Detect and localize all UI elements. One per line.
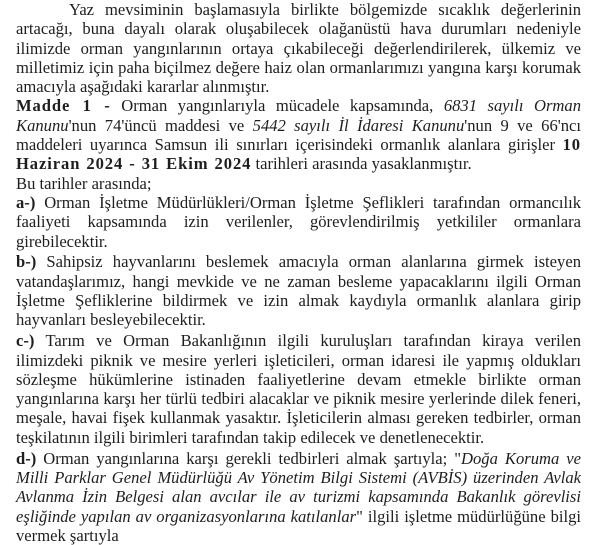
intro-paragraph xyxy=(16,0,581,96)
item-b-paragraph xyxy=(16,252,581,329)
between-dates-line xyxy=(16,174,581,193)
article-1-text-part3: 'nun 9 ve 66'ncı maddeleri uyarınca Samsun ili sınırları içerisindeki ormanlık alanlara girişler xyxy=(16,115,582,155)
item-d-paragraph xyxy=(16,449,581,545)
item-c-label: c-) xyxy=(16,331,35,351)
decree-document xyxy=(16,0,581,545)
item-d-text-part2: " ilgili işletme müdürlüğüne bilgi vermek şartıyla xyxy=(16,506,581,545)
item-c-text: Tarım ve Orman Bakanlığının ilgili kuruluşları tarafından kiraya verilen ilimizdeki piknik ve mesire yerleri işleticileri, orman idaresi ile yapmış oldukları sözleşme hükümlerine istinaden faaliyetlerine devam etmekle birlikte orman yangınlarına karşı her türlü tedbiri alacaklar ve piknik mesire yerlerinde dilek feneri, meşale, havai fişek kullanmak yasaktır. İşleticilerin alması gereken tedbirler, orman teşkilatının ilgili birimleri tarafından takip edilecek ve denetlenecektir. xyxy=(16,331,581,447)
item-d-quoted-exemption: Doğa Koruma ve Milli Parklar Genel Müdürlüğü Av Yönetim Bilgi Sistemi (AVBİS) üzerinden Avlak Avlanma İzin Belgesi alan avcılar ile av turizmi kapsamında Bakanlık görevlisi eşliğinde yapılan av organizasyonlarına katılanlar xyxy=(16,448,581,526)
article-1-label: Madde 1 - xyxy=(16,96,111,116)
item-b-text: Sahipsiz hayvanlarını beslemek amacıyla orman alanlarına girmek isteyen vatandaşlarımız, hangi mevkide ve ne zaman besleme yapacaklarını ilgili Orman İşletme Şefliklerine bildirmek ve izin almak kaydıyla ormanlık alanlara girip hayvanları besleyebilecektir. xyxy=(16,252,581,330)
ban-date-range: 10 Haziran 2024 - 31 Ekim 2024 xyxy=(16,135,581,174)
article-1-paragraph xyxy=(16,96,581,173)
article-1-text-part4: tarihleri arasında yasaklanmıştır. xyxy=(251,154,472,174)
intro-text: Yaz mevsiminin başlamasıyla birlikte bölgemizde sıcaklık değerlerinin artacağı, buna dayalı olarak oluşabilecek olağanüstü hava durumları nedeniyle ilimizde orman yangınlarının ortaya çıkabileceği değerlendirilerek, ülkemiz ve milletimiz için paha biçilmez değere haiz olan ormanlarımızı yangına karşı korumak amacıyla aşağıdaki kararlar alınmıştır. xyxy=(16,0,581,97)
between-dates-text: Bu tarihler arasında; xyxy=(16,173,152,193)
item-a-paragraph xyxy=(16,193,581,251)
item-c-paragraph xyxy=(16,331,581,447)
law-5442-reference: 5442 sayılı İl İdaresi Kanunu xyxy=(252,115,465,135)
item-d-label: d-) xyxy=(16,448,37,468)
law-6831-reference: 6831 sayılı Orman Kanunu xyxy=(16,96,581,135)
article-1-text-part2: 'nun 74'üncü maddesi ve xyxy=(68,115,253,135)
item-d-text-part1: Orman yangınlarına karşı gerekli tedbirleri almak şartıyla; " xyxy=(36,448,462,468)
article-1-text-part1: Orman yangınlarıyla mücadele kapsamında, xyxy=(110,96,444,116)
item-a-text: Orman İşletme Müdürlükleri/Orman İşletme Şeflikleri tarafından ormancılık faaliyeti kapsamında izin verilenler, görevlendirilmiş yetkililer ormanlara girebilecektir. xyxy=(16,192,581,251)
item-a-label: a-) xyxy=(16,192,36,212)
item-b-label: b-) xyxy=(16,252,37,272)
